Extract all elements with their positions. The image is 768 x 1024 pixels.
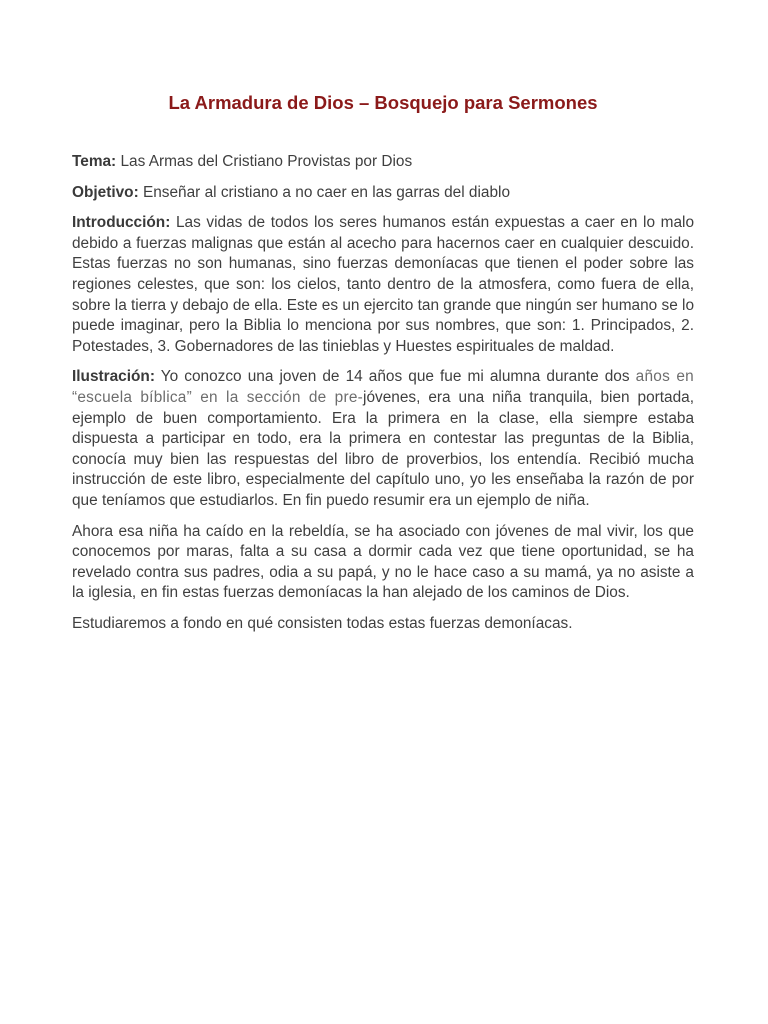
introduccion-label: Introducción:: [72, 214, 171, 232]
ilustracion-text-b: jóvenes, era una niña tranquila, bien portada, ejemplo de buen comportamiento. Era la primera en la clase, ella siempre estaba dispuesta a participar en todo, era la primera en contestar las preguntas de la Biblia, conocía muy bien las respuestas del libro de proverbios, los entendía. Recibió mucha instrucción de este libro, especialmente del capítulo uno, yo les enseñaba la razón de por que teníamos que estudiarlos. En fin puedo resumir era un ejemplo de niña.: [72, 388, 695, 509]
ilustracion-label: Ilustración:: [72, 368, 155, 386]
ilustracion-paragraph: [72, 367, 694, 511]
introduccion-paragraph: [72, 213, 694, 357]
objetivo-paragraph: [72, 183, 694, 204]
introduccion-text: Las vidas de todos los seres humanos están expuestas a caer en lo malo debido a fuerzas malignas que están al acecho para hacernos caer en cualquier descuido. Estas fuerzas no son humanas, sino fuerzas demoníacas que tienen el poder sobre las regiones celestes, que son: los cielos, tanto dentro de la atmosfera, como fuera de ella, sobre la tierra y debajo de ella. Este es un ejercito tan grande que ningún ser humano se lo puede imaginar, pero la Biblia lo menciona por sus nombres, que son: 1. Principados, 2. Potestades, 3. Gobernadores de las tinieblas y Huestes espirituales de maldad.: [72, 214, 695, 355]
ahora-paragraph: Ahora esa niña ha caído en la rebeldía, se ha asociado con jóvenes de mal vivir, los que conocemos por maras, falta a su casa a dormir cada vez que tiene oportunidad, se ha revelado contra sus padres, odia a su papá, y no le hace caso a su mamá, ya no asiste a la iglesia, en fin estas fuerzas demoníacas la han alejado de los caminos de Dios.: [72, 522, 694, 602]
tema-label: Tema:: [72, 153, 117, 170]
tema-paragraph: [72, 152, 694, 173]
tema-text: Las Armas del Cristiano Provistas por Dios: [116, 153, 413, 170]
ilustracion-text-a: Yo conozco una joven de 14 años que fue mi alumna durante dos: [154, 368, 636, 386]
document-title: La Armadura de Dios – Bosquejo para Sermones: [168, 92, 598, 113]
ilustracion-text-light: años en “escuela bíblica” en la sección de pre-: [72, 368, 694, 406]
objetivo-text: Enseñar al cristiano a no caer en las garras del diablo: [138, 183, 511, 201]
objetivo-label: Objetivo:: [72, 183, 139, 201]
final-paragraph: Estudiaremos a fondo en qué consisten todas estas fuerzas demoníacas.: [72, 614, 573, 632]
document-page: [72, 90, 694, 644]
